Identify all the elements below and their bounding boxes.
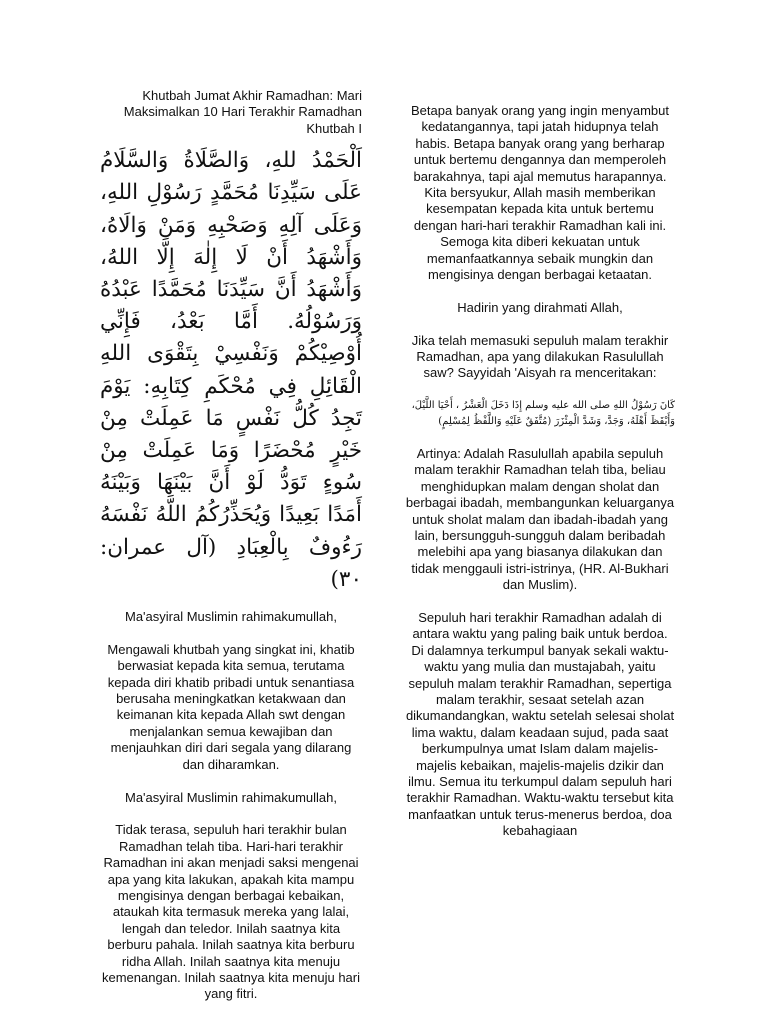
reflection-paragraph: Betapa banyak orang yang ingin menyambut kedatangannya, tapi jatah hidupnya telah habis. Betapa banyak orang yang berharap untuk bertemu dengannya dan memperoleh barakahnya, tapi ajal memutus harapannya. Kita bersyukur, Allah masih memberikan kesempatan kepada kita untuk bertemu dengan hari-hari terakhir Ramadhan kali ini. Semoga kita diberi kekuatan untuk memanfaatkannya sebaik mungkin dan mengisinya dengan berbagai ketaatan.	[410, 103, 669, 283]
wasiat-paragraph: Mengawali khutbah yang singkat ini, khatib berwasiat kepada kita semua, terutama kepada diri khatib pribadi untuk senantiasa berusaha meningkatkan ketakwaan dan keimanan kita kepada Allah swt dengan menjalankan semua kewajiban dan menjauhkan diri dari segala yang dilarang dan diharamkan.	[107, 641, 355, 772]
ramadhan-arrival-paragraph: Tidak terasa, sepuluh hari terakhir bulan Ramadhan telah tiba. Hari-hari terakhir Ramadhan ini akan menjadi saksi mengenai apa yang kita lakukan, apakah kita mampu mengisinya dengan berbagai kebaikan, ataukah kita termasuk mereka yang lalai, lengah dan teledor. Inilah saatnya kita berburu pahala. Inilah saatnya kita berburu ridha Allah. Inilah saatnya kita menuju kemenangan. Inilah saatnya kita menuju hari yang fitri.	[102, 822, 360, 1002]
title-line-2: Maksimalkan 10 Hari Terakhir Ramadhan	[123, 104, 362, 120]
right-column	[405, 103, 675, 840]
audience-address: Hadirin yang dirahmati Allah,	[457, 299, 623, 315]
prayer-times-paragraph: Sepuluh hari terakhir Ramadhan adalah di antara waktu yang paling baik untuk berdoa. Di dalamnya terkumpul banyak sekali waktu-waktu yang mulia dan mustajabah, yaitu sepuluh malam terakhir Ramadhan, sepertiga malam terakhir, sesaat setelah azan dikumandangkan, waktu setelah selesai sholat lima waktu, dalam keadaan sujud, pada saat berkumpulnya umat Islam dalam majelis-majelis kebaikan, majelis-majelis dzikir dan ilmu. Semua itu terkumpul dalam sepuluh hari terakhir Ramadhan. Waktu-waktu tersebut kita manfaatkan untuk terus-menerus berdoa, doa kebahagiaan	[405, 609, 675, 839]
greeting-paragraph: Ma'asyiral Muslimin rahimakumullah,	[125, 609, 337, 625]
arabic-opening-text: اَلْحَمْدُ للهِ، وَالصَّلَاةُ وَالسَّلَامُ عَلَى سَيِّدِنَا مُحَمَّدٍ رَسُوْلِ اللهِ، وَعَلَى آلِهِ وَصَحْبِهِ وَمَنْ وَالَاهُ، وَأَشْهَدُ أَنْ لَا إِلٰهَ إِلَّا اللهُ، وَأَشْهَدُ أَنَّ سَيِّدَنَا مُحَمَّدًا عَبْدُهُ وَرَسُوْلُهُ. أَمَّا بَعْدُ، فَإِنِّي أُوْصِيْكُمْ وَنَفْسِيْ بِتَقْوَى اللهِ الْقَائِلِ فِي مُحْكَمِ كِتَابِهِ: يَوْمَ تَجِدُ كُلُّ نَفْسٍ مَا عَمِلَتْ مِنْ خَيْرٍ مُحْضَرًا وَمَا عَمِلَتْ مِنْ سُوءٍ تَوَدُّ لَوْ أَنَّ بَيْنَهَا وَبَيْنَهُ أَمَدًا بَعِيدًا وَيُحَذِّرُكُمُ اللَّهُ نَفْسَهُ رَءُوفٌ بِالْعِبَادِ (آل عمران: ٣٠)	[100, 148, 362, 592]
title-line-1: Khutbah Jumat Akhir Ramadhan: Mari	[142, 88, 362, 103]
greeting-paragraph-2: Ma'asyiral Muslimin rahimakumullah,	[125, 789, 337, 805]
arabic-hadith-text: كَانَ رَسُوْلُ اللهِ صلى الله عليه وسلم إِذَا دَخَلَ الْعَشْرُ ، أَحْيَا اللَّيْلَ، وَأَيْقَظَ أَهْلَهُ، وَجَدَّ، وَشَدَّ الْمِئْزَرَ (مُتَّفَقٌ عَلَيْهِ وَاللَّفْظُ لِمُسْلِمٍ)	[411, 399, 675, 427]
hadith-translation-paragraph: Artinya: Adalah Rasulullah apabila sepuluh malam terakhir Ramadhan telah tiba, beliau menghidupkan malam dengan sholat dan berbagai ibadah, membangunkan keluarganya untuk sholat malam dan ibadah-ibadah yang lain, bersungguh-sungguh dalam beribadah melebihi apa yang biasanya dilakukan dan tidak menggauli istri-istrinya, (HR. Al-Bukhari dan Muslim).	[405, 445, 675, 593]
left-column	[100, 88, 362, 1003]
question-paragraph: Jika telah memasuki sepuluh malam terakhir Ramadhan, apa yang dilakukan Rasulullah saw? Sayyidah 'Aisyah ra menceritakan:	[411, 332, 669, 381]
document-title	[100, 88, 362, 137]
title-line-3: Khutbah I	[306, 120, 362, 136]
